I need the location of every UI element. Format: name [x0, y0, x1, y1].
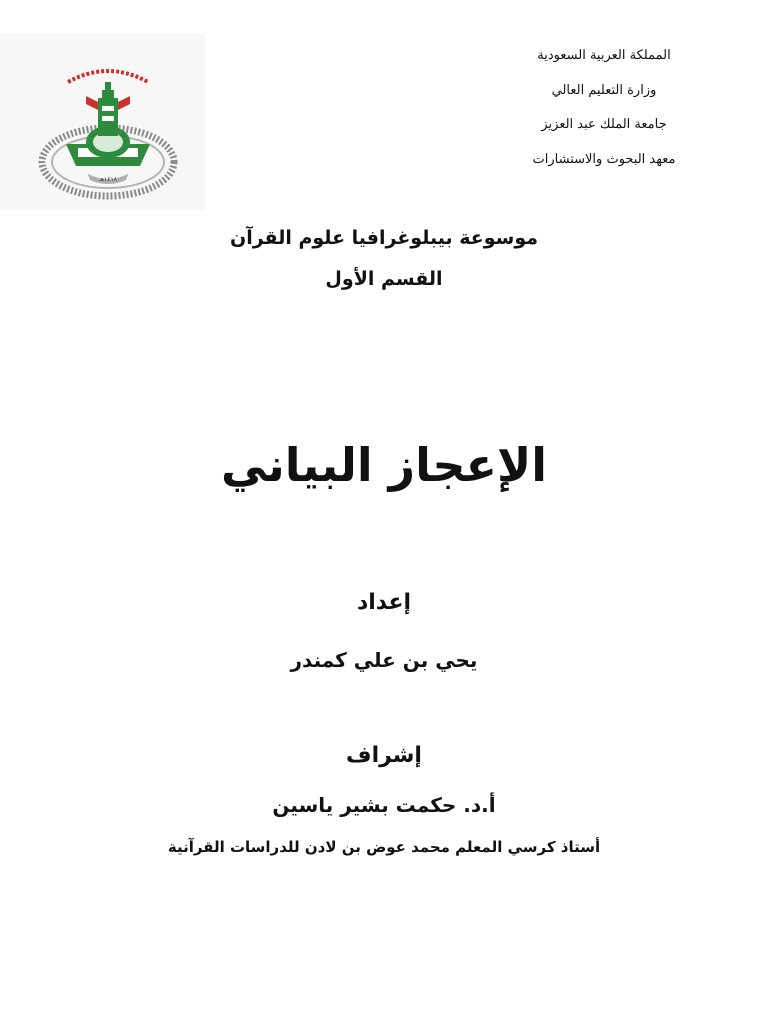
author-name: يحي بن علي كمندر — [290, 648, 478, 672]
supervision-label: إشراف — [346, 743, 422, 768]
prepared-by-label: إعداد — [356, 590, 412, 615]
main-title: الإعجاز البياني — [220, 438, 548, 492]
logo-area — [0, 34, 205, 210]
series-title: موسوعة بيبلوغرافيا علوم القرآن — [229, 227, 539, 249]
part-title: القسم الأول — [325, 268, 443, 290]
header-line-institute: معهد البحوث والاستشارات — [532, 152, 676, 168]
header-line-country: المملكة العربية السعودية — [537, 48, 671, 63]
institution-header — [484, 48, 724, 187]
header-line-ministry: وزارة التعليم العالي — [551, 82, 657, 98]
logo-year-text: ١٤١٨هـ — [99, 176, 117, 183]
supervisor-title: أستاذ كرسي المعلم محمد عوض بن لادن للدراسات القرآنية — [167, 838, 601, 856]
header-line-university: جامعة الملك عبد العزيز — [541, 117, 667, 133]
university-emblem-icon — [38, 52, 178, 212]
supervisor-name: أ.د. حكمت بشير ياسين — [272, 793, 496, 817]
